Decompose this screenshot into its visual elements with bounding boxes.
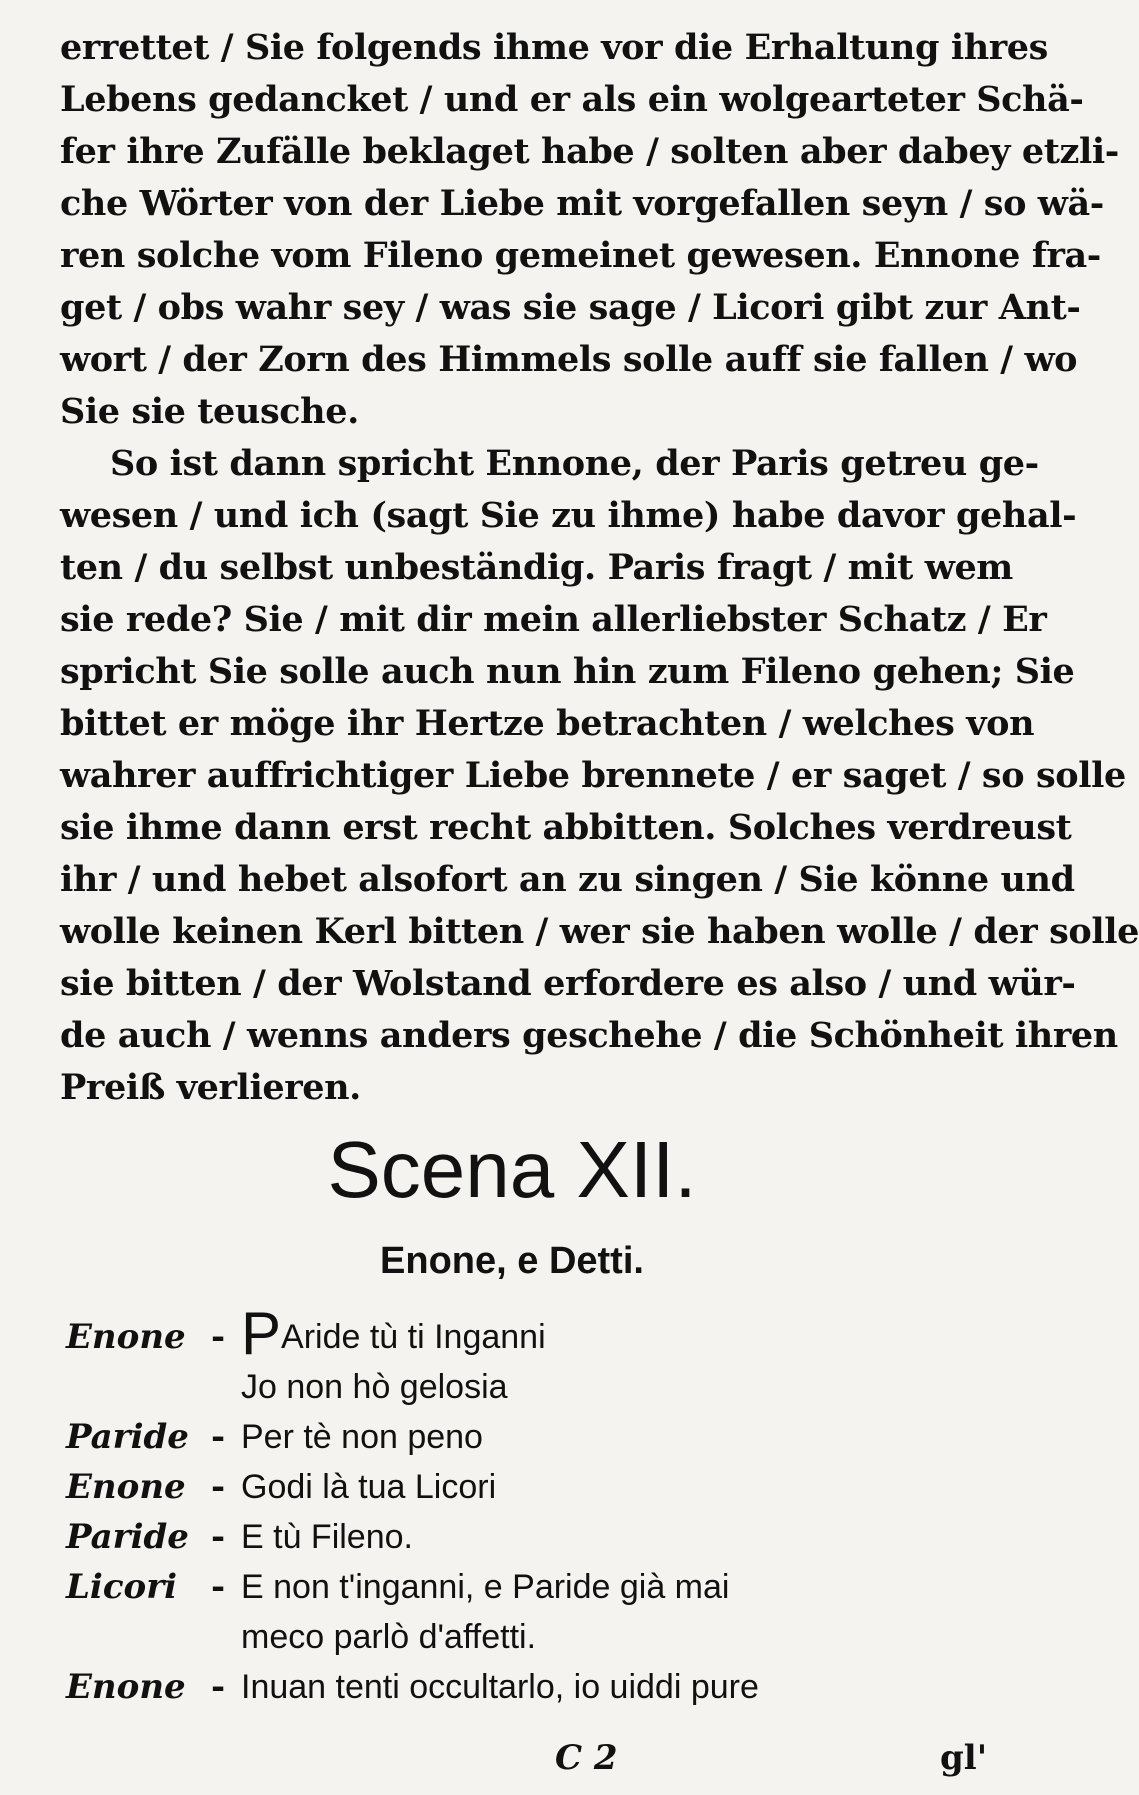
prose-line: wesen / und ich (sagt Sie zu ihme) habe davor gehal- [60,495,1077,536]
scene-subtitle: Enone, e Detti. [380,1240,644,1282]
speaker-dash: - [211,1467,226,1507]
prose-line: get / obs wahr sey / was sie sage / Licori gibt zur Ant- [60,287,1081,328]
verse-line: E tù Fileno. [241,1518,413,1556]
dialogue-row [66,1562,996,1612]
prose-line: fer ihre Zufälle beklaget habe / solten aber dabey etzli- [60,131,1119,172]
scene-title: Scena XII. [327,1125,697,1214]
prose-line: Sie sie teusche. [60,391,359,432]
prose-line: errettet / Sie folgends ihme vor die Erhaltung ihres [60,27,1048,68]
speaker-dash: - [211,1567,226,1607]
dialogue-row [66,1662,996,1712]
speaker-dash: - [211,1667,226,1707]
verse-line: Jo non hò gelosia [241,1368,508,1406]
speaker-dash: - [211,1517,226,1557]
page-footer [0,1738,1024,1788]
dialogue-row [66,1612,996,1662]
speaker-name: Paride [66,1517,189,1557]
prose-line: sie bitten / der Wolstand erfordere es also / und wür- [60,963,1076,1004]
speaker-name: Enone [66,1467,186,1507]
speaker-name: Paride [66,1417,189,1457]
verse-line: Godi là tua Licori [241,1468,497,1506]
catchword: gl' [940,1738,988,1778]
dialogue-row [66,1412,996,1462]
dialogue-row [66,1512,996,1562]
dialogue-row [66,1300,996,1367]
verse-line: Inuan tenti occultarlo, io uiddi pure [241,1668,759,1706]
prose-line: spricht Sie solle auch nun hin zum Fileno gehen; Sie [60,651,1075,692]
signature-mark: C 2 [555,1738,618,1778]
verse-text: Aride tù ti Inganni [281,1318,546,1356]
verse-line: meco parlò d'affetti. [241,1618,537,1656]
verse-line: E non t'inganni, e Paride già mai [241,1568,730,1606]
prose-line: wort / der Zorn des Himmels solle auff sie fallen / wo [60,339,1078,380]
speaker-dash: - [211,1417,226,1457]
prose-block [60,22,1139,1114]
verse-line [241,1300,546,1367]
speaker-dash: - [211,1317,226,1357]
speaker-name: Licori [66,1567,178,1607]
prose-line: bittet er möge ihr Hertze betrachten / welches von [60,703,1035,744]
prose-line: ihr / und hebet alsofort an zu singen / Sie könne und [60,859,1075,900]
prose-line: ren solche vom Fileno gemeinet gewesen. Ennone fra- [60,235,1101,276]
drop-cap: P [241,1300,282,1367]
dialogue-row [66,1362,996,1412]
prose-line: Preiß verlieren. [60,1067,361,1108]
prose-line: sie rede? Sie / mit dir mein allerliebster Schatz / Er [60,599,1047,640]
dialogue-block [66,1300,996,1712]
prose-line: sie ihme dann erst recht abbitten. Solches verdreust [60,807,1072,848]
dialogue-row [66,1462,996,1512]
prose-line: che Wörter von der Liebe mit vorgefallen seyn / so wä- [60,183,1104,224]
verse-line: Per tè non peno [241,1418,483,1456]
prose-line: wolle keinen Kerl bitten / wer sie haben wolle / der solle [60,911,1139,952]
prose-line: ten / du selbst unbeständig. Paris fragt / mit wem [60,547,1013,588]
prose-line: So ist dann spricht Ennone, der Paris getreu ge- [110,443,1039,484]
prose-line: Lebens gedancket / und er als ein wolgearteter Schä- [60,79,1084,120]
prose-line: wahrer auffrichtiger Liebe brennete / er saget / so solle [60,755,1126,796]
speaker-name: Enone [66,1317,186,1357]
prose-line: de auch / wenns anders geschehe / die Schönheit ihren [60,1015,1118,1056]
speaker-name: Enone [66,1667,186,1707]
